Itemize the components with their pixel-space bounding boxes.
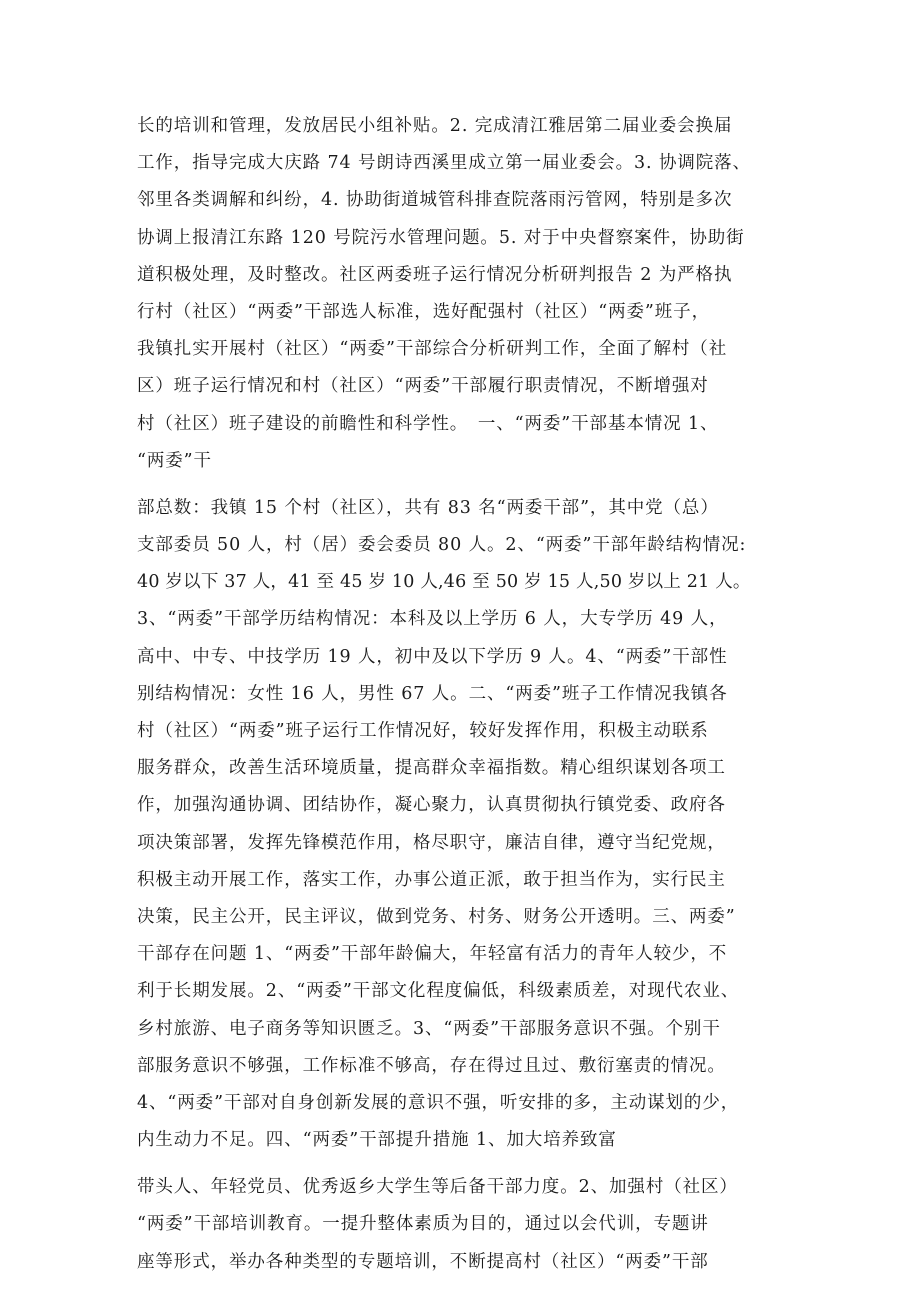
text-line: 部服务意识不够强，工作标准不够高，存在得过且过、敷衍塞责的情况。 — [137, 1055, 726, 1076]
text-line: 内生动力不足。四、“两委”干部提升措施 1、加大培养致富 — [137, 1130, 617, 1151]
body-text — [137, 108, 802, 1281]
text-line: 座等形式，举办各种类型的专题培训，不断提高村（社区）“两委”干部 — [137, 1251, 709, 1272]
text-line: 4、“两委”干部对自身创新发展的意识不强，听安排的多，主动谋划的少， — [137, 1092, 740, 1113]
text-line: 村（社区）“两委”班子运行工作情况好，较好发挥作用，积极主动联系 — [137, 721, 709, 741]
text-line: 干部存在问题 1、“两委”干部年龄偏大，年轻富有活力的青年人较少，不 — [137, 944, 728, 965]
text-line: 支部委员 50 人，村（居）委会委员 80 人。2、“两委”干部年龄结构情况: — [137, 535, 747, 556]
text-line: 村（社区）班子建设的前瞻性和科学性。 一、“两委”干部基本情况 1、 — [137, 413, 719, 434]
text-line: 工作，指导完成大庆路 74 号朗诗西溪里成立第一届业委会。3. 协调院落、 — [137, 153, 751, 174]
text-line: “两委”干部培训教育。一提升整体素质为目的，通过以会代训，专题讲 — [137, 1214, 709, 1235]
text-line: 高中、中专、中技学历 19 人，初中及以下学历 9 人。4、“两委”干部性 — [137, 646, 728, 667]
text-line: 3、“两委”干部学历结构情况：本科及以上学历 6 人，大专学历 49 人， — [137, 609, 728, 630]
text-line: 项决策部署，发挥先锋模范作用，格尽职守，廉洁自律，遵守当纪党规， — [137, 832, 726, 853]
text-line: “两委”干 — [137, 450, 212, 471]
text-line: 行村（社区）“两委”干部选人标准，选好配强村（社区）“两委”班子， — [137, 301, 710, 322]
text-line: 长的培训和管理，发放居民小组补贴。2. 完成清江雅居第二届业委会换届 — [137, 116, 733, 136]
text-line: 带头人、年轻党员、优秀返乡大学生等后备干部力度。2、加强村（社区） — [137, 1177, 738, 1198]
paragraph-gap — [137, 480, 802, 490]
text-line: 道积极处理，及时整改。社区两委班子运行情况分析研判报告 2 为严格执 — [137, 264, 733, 285]
text-line: 40 岁以下 37 人，41 至 45 岁 10 人,46 至 50 岁 15 人,50 岁以上 21 人。 — [137, 572, 751, 593]
text-line: 区）班子运行情况和村（社区）“两委”干部履行职责情况，不断增强对 — [137, 376, 709, 397]
text-line: 我镇扎实开展村（社区）“两委”干部综合分析研判工作，全面了解村（社 — [137, 339, 728, 360]
text-line: 服务群众，改善生活环境质量，提高群众幸福指数。精心组织谋划各项工 — [137, 758, 726, 779]
text-line: 邻里各类调解和纠纷，4. 协助街道城管科排查院落雨污管网，特别是多次 — [137, 190, 733, 211]
text-line: 利于长期发展。2、“两委”干部文化程度偏低，科级素质差，对现代农业、 — [137, 981, 740, 1002]
text-line: 协调上报清江东路 120 号院污水管理问题。5. 对于中央督察案件，协助街 — [137, 227, 745, 248]
text-line: 别结构情况：女性 16 人，男性 67 人。二、“两委”班子工作情况我镇各 — [137, 683, 728, 704]
paragraph-gap — [137, 1159, 802, 1169]
text-line: 作，加强沟通协调、团结协作，凝心聚力，认真贯彻执行镇党委、政府各 — [137, 795, 726, 816]
text-line: 决策，民主公开，民主评议，做到党务、村务、财务公开透明。三、两委” — [137, 906, 736, 927]
text-line: 部总数：我镇 15 个村（社区），共有 83 名“两委干部”，其中党（总） — [137, 497, 719, 518]
text-line: 乡村旅游、电子商务等知识匮乏。3、“两委”干部服务意识不强。个别干 — [137, 1018, 721, 1039]
text-line: 积极主动开展工作，落实工作，办事公道正派，敢于担当作为，实行民主 — [137, 869, 726, 890]
